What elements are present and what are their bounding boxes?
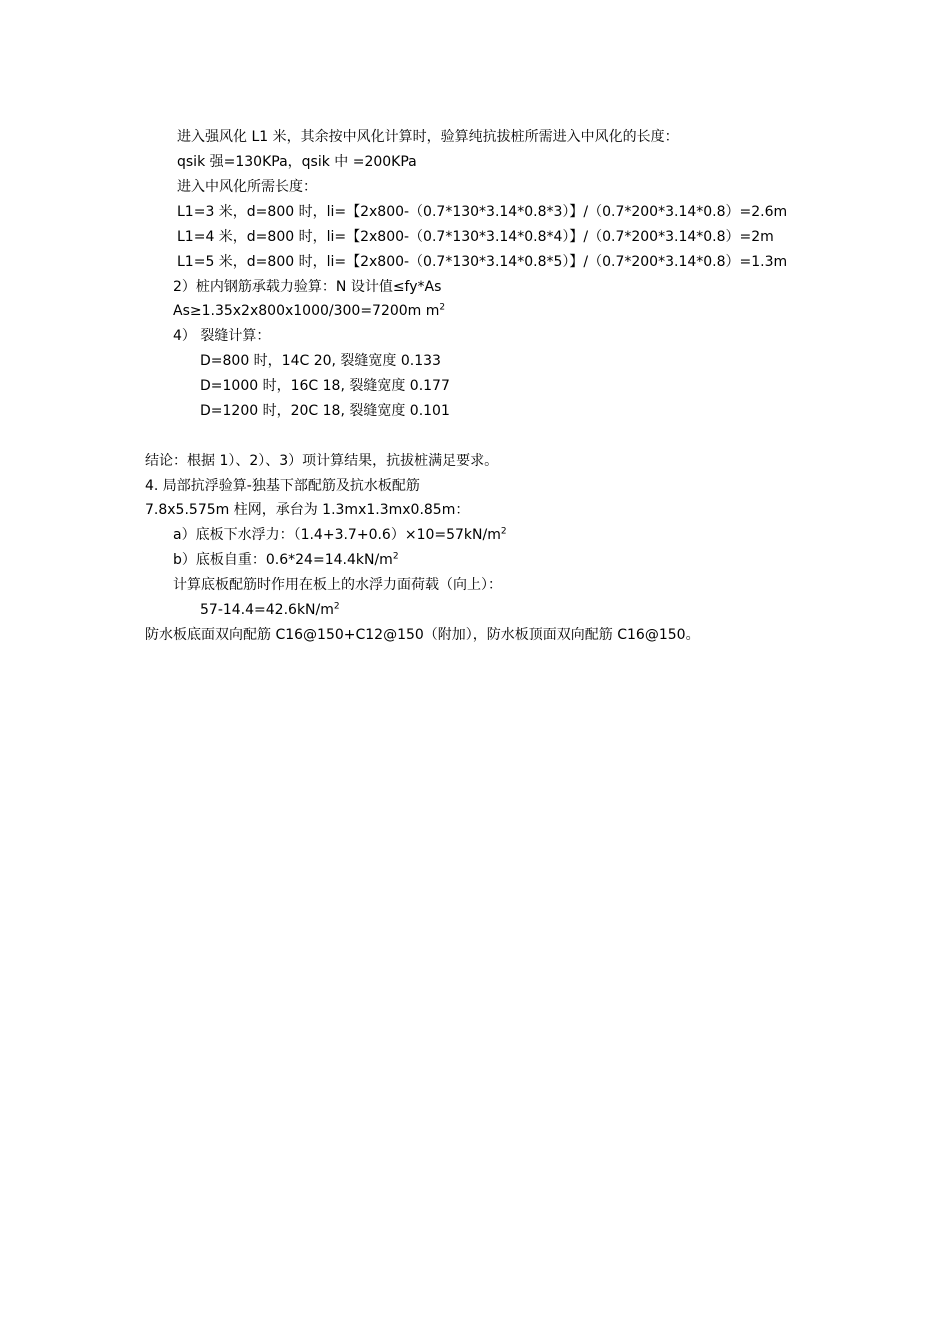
text-line-reinforcement: 防水板底面双向配筋 C16@150+C12@150（附加），防水板顶面双向配筋 C16@150。 <box>145 627 700 643</box>
text-line-crack-heading: 4） 裂缝计算： <box>173 328 271 344</box>
text-line-net-load <box>200 598 340 622</box>
text-line-crack-d1200: D=1200 时，20C 18, 裂缝宽度 0.101 <box>200 403 450 419</box>
text-line-crack-d800: D=800 时，14C 20, 裂缝宽度 0.133 <box>200 353 441 369</box>
text-line-as <box>173 299 445 323</box>
text-line-l1-5: L1=5 米，d=800 时，li=【2x800-（0.7*130*3.14*0.8*5）】/（0.7*200*3.14*0.8）=1.3m <box>177 254 788 270</box>
text-line-rebar-check: 2）桩内钢筋承载力验算：N 设计值≤fy*As <box>173 279 442 295</box>
self-weight-superscript: 2 <box>392 551 399 562</box>
text-line-buoyancy <box>173 523 507 547</box>
text-line-l1-3: L1=3 米，d=800 时，li=【2x800-（0.7*130*3.14*0.8*3）】/（0.7*200*3.14*0.8）=2.6m <box>177 204 788 220</box>
self-weight-formula: b）底板自重：0.6*24=14.4kN/m <box>173 552 393 568</box>
text-line-column-grid: 7.8x5.575m 柱网，承台为 1.3mx1.3mx0.85m： <box>145 502 470 518</box>
text-line-conclusion: 结论：根据 1）、2）、3）项计算结果，抗拔桩满足要求。 <box>145 453 499 469</box>
buoyancy-superscript: 2 <box>500 526 507 537</box>
net-load-superscript: 2 <box>333 601 340 612</box>
net-load-formula: 57-14.4=42.6kN/m <box>200 602 334 618</box>
text-line-strong-weathering: 进入强风化 L1 米，其余按中风化计算时，验算纯抗拔桩所需进入中风化的长度： <box>177 129 679 145</box>
text-line-qsik: qsik 强=130KPa，qsik 中 =200KPa <box>177 154 417 170</box>
as-formula: As≥1.35x2x800x1000/300=7200m m <box>173 303 440 319</box>
text-line-required-length: 进入中风化所需长度： <box>177 179 317 195</box>
text-line-l1-4: L1=4 米，d=800 时，li=【2x800-（0.7*130*3.14*0.8*4）】/（0.7*200*3.14*0.8）=2m <box>177 229 774 245</box>
buoyancy-formula: a）底板下水浮力：（1.4+3.7+0.6）×10=57kN/m <box>173 527 501 543</box>
text-line-surface-load: 计算底板配筋时作用在板上的水浮力面荷载（向上）： <box>173 577 502 593</box>
as-superscript: 2 <box>439 302 446 313</box>
text-line-crack-d1000: D=1000 时，16C 18, 裂缝宽度 0.177 <box>200 378 450 394</box>
text-line-self-weight <box>173 548 399 572</box>
section-heading-anti-float: 4. 局部抗浮验算-独基下部配筋及抗水板配筋 <box>145 478 420 494</box>
